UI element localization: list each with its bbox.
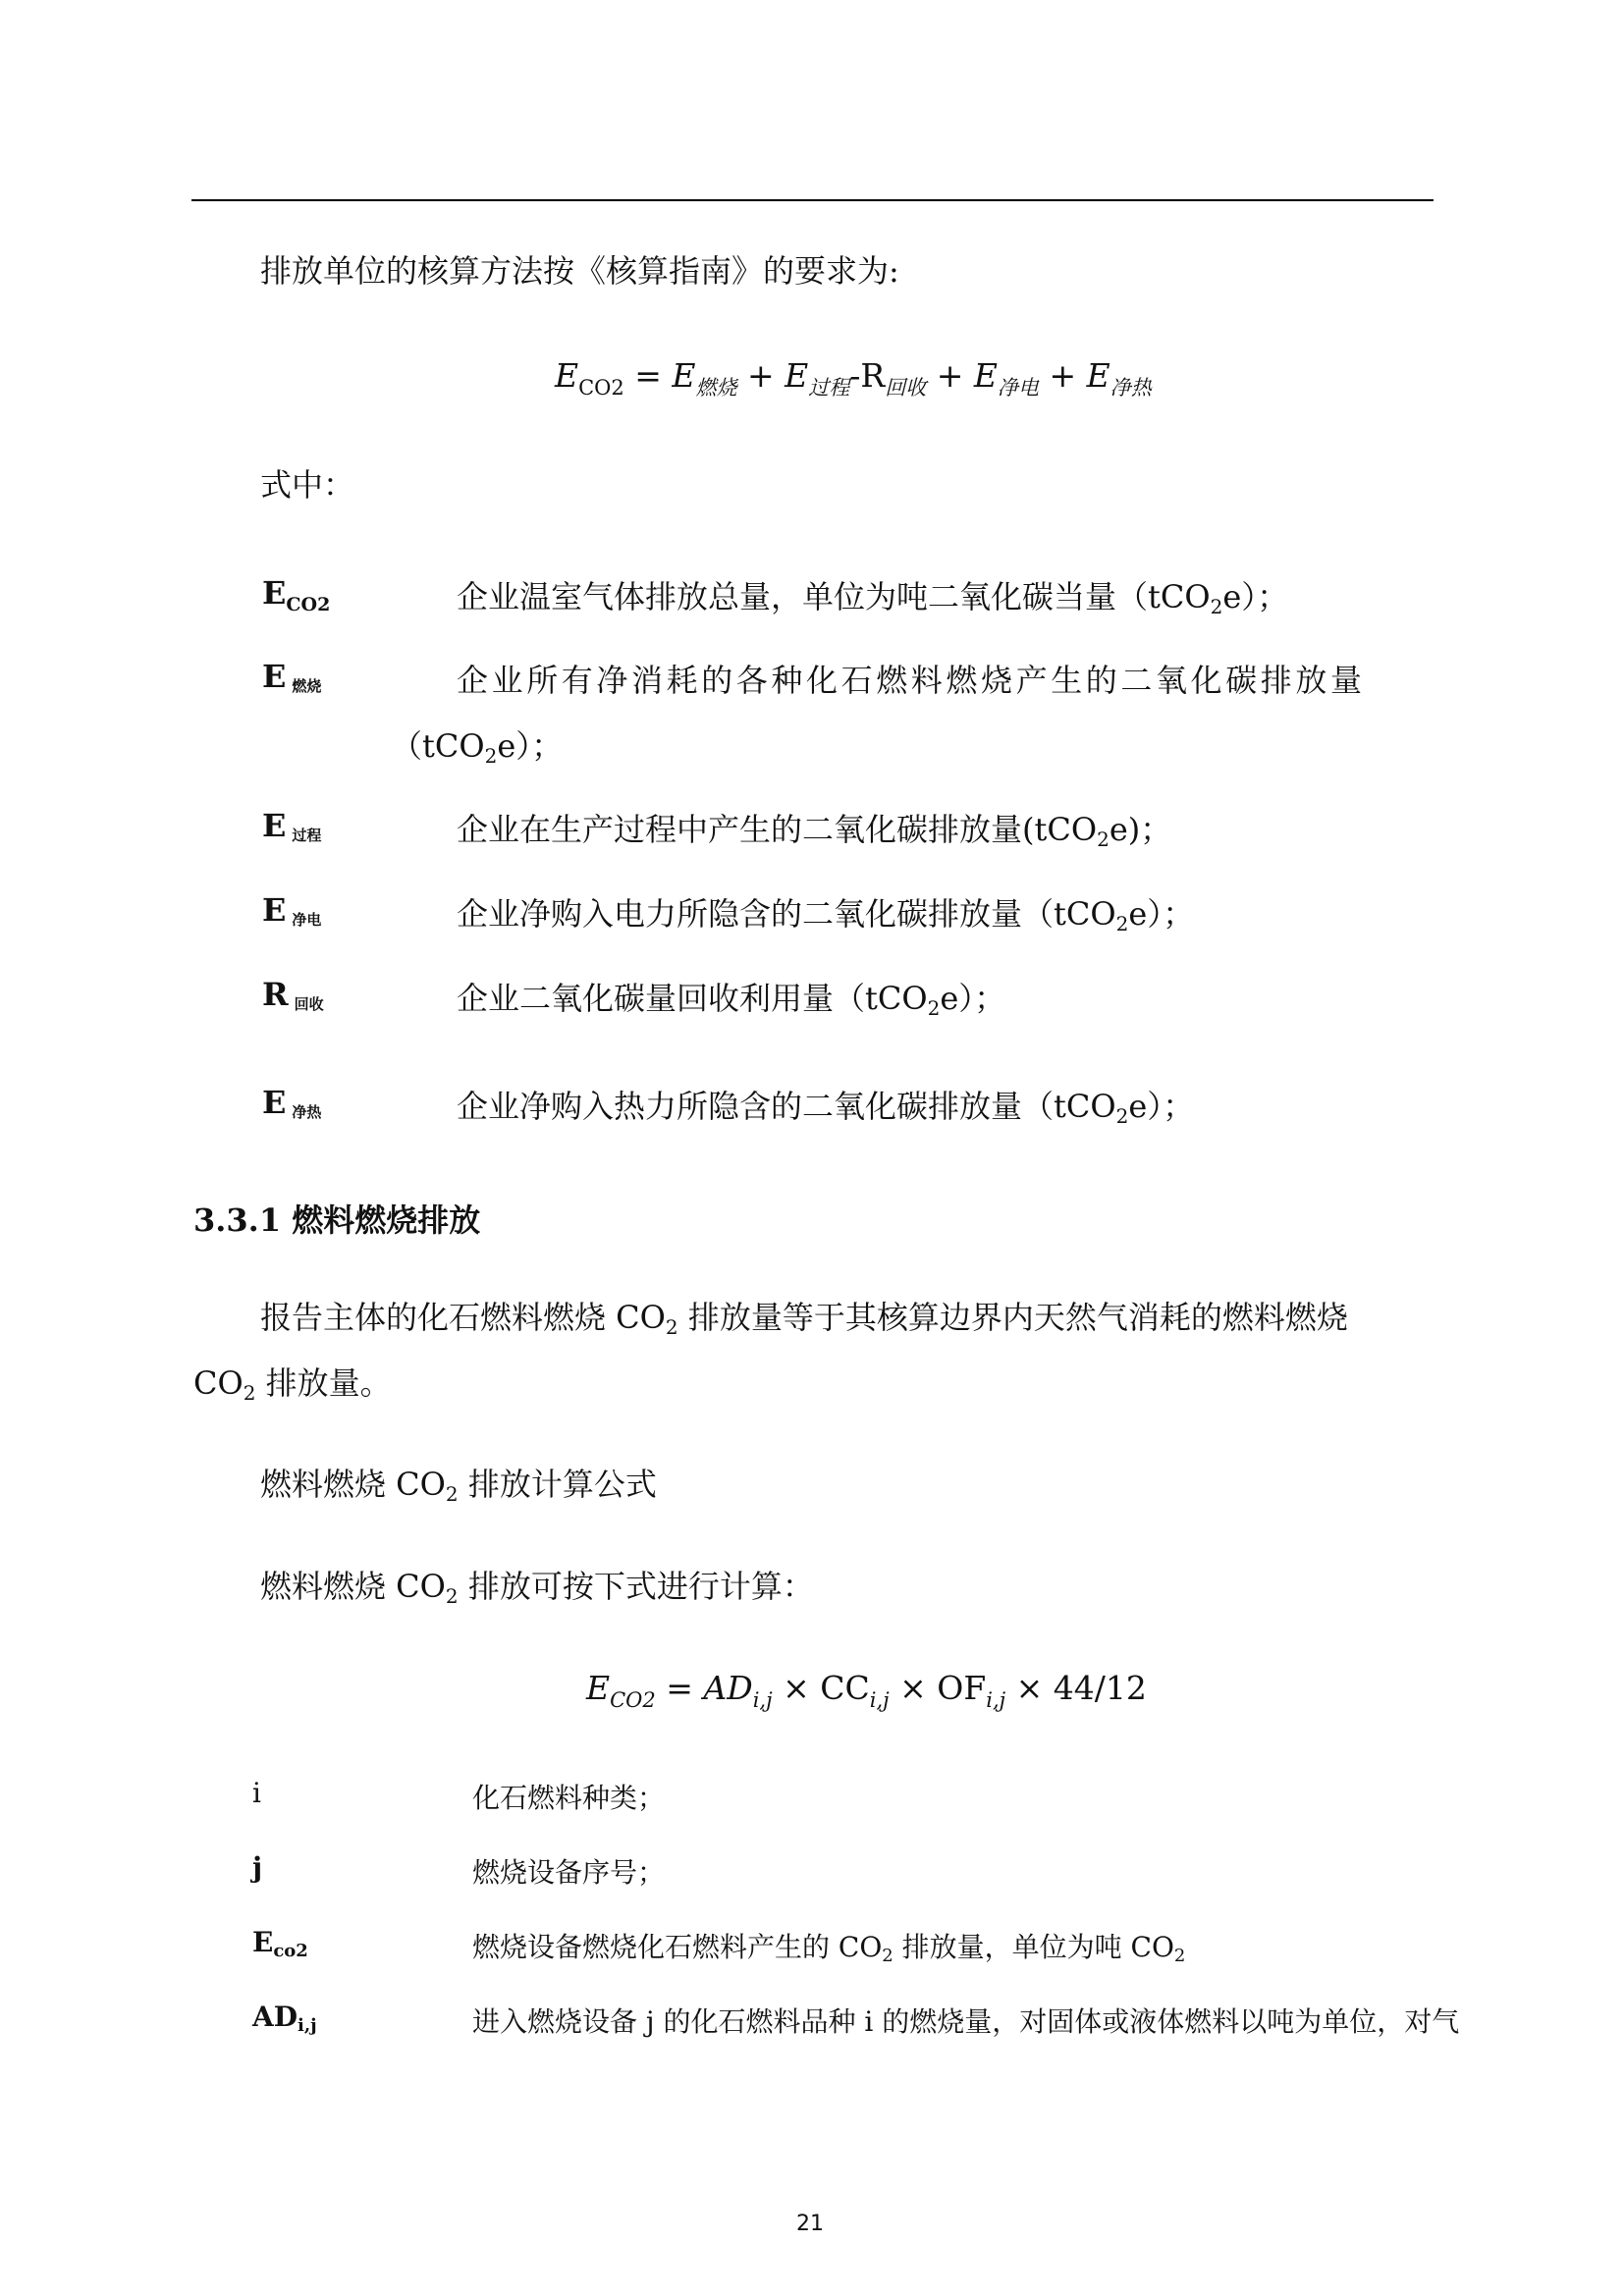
symbol-ad: $AD_{i,j}$	[252, 2001, 317, 2036]
paragraph-line-2: $CO_2$ 排放量。	[193, 1364, 392, 1405]
symbol-i: i	[252, 1777, 261, 1809]
definition-e-net-electricity: 企业净购入电力所隐含的二氧化碳排放量（tCO$_2$e）；	[457, 895, 1195, 935]
section-heading: 3.3.1 燃料燃烧排放	[193, 1201, 481, 1239]
symbol-e-net-electricity: E净电	[262, 891, 322, 929]
symbol-j: j	[252, 1851, 263, 1884]
symbol-e-combustion: E燃烧	[262, 658, 322, 695]
symbol-e-process: E过程	[262, 807, 322, 844]
page-number: 21	[796, 2212, 824, 2236]
definition-i: 化石燃料种类；	[472, 1782, 666, 1814]
combustion-emission-formula: $E_{CO2} = AD_{i,j} \times CC_{i,j} \times OF_{i,j} \times 44/12$	[586, 1669, 1147, 1712]
intro-paragraph: 排放单位的核算方法按《核算指南》的要求为:	[260, 252, 899, 290]
definition-e-process: 企业在生产过程中产生的二氧化碳排放量(tCO$_2$e)；	[457, 811, 1172, 851]
formula-caption: 燃料燃烧 $CO_2$ 排放计算公式	[260, 1466, 657, 1506]
definition-e-combustion-unit: （tCO$_2$e）；	[391, 727, 564, 768]
total-emission-formula: $E_{CO2} = E_{燃烧} + E_{过程}-R_{回收} + E_{净电} + E_{净热}$	[555, 356, 1152, 400]
definition-j: 燃烧设备序号；	[472, 1856, 666, 1889]
definition-e-co2: 企业温室气体排放总量，单位为吨二氧化碳当量（tCO$_2$e）；	[457, 578, 1289, 618]
where-label: 式中：	[260, 466, 355, 504]
definition-e-co2-combustion: 燃烧设备燃烧化石燃料产生的 $CO_2$ 排放量，单位为吨 $CO_2$	[472, 1931, 1186, 1966]
definition-e-combustion: 企业所有净消耗的各种化石燃料燃烧产生的二氧化碳排放量	[457, 662, 1366, 699]
symbol-e-co2-combustion: $E_{co2}$	[252, 1926, 308, 1961]
formula-intro: 燃料燃烧 $CO_2$ 排放可按下式进行计算：	[260, 1568, 814, 1608]
header-rule	[191, 199, 1434, 201]
definition-ad: 进入燃烧设备 j 的化石燃料品种 i 的燃烧量，对固体或液体燃料以吨为单位，对气	[472, 2005, 1460, 2038]
symbol-r-recovery: R回收	[262, 976, 324, 1013]
symbol-e-net-heat: E净热	[262, 1084, 322, 1121]
definition-e-net-heat: 企业净购入热力所隐含的二氧化碳排放量（tCO$_2$e）；	[457, 1088, 1195, 1128]
definition-r-recovery: 企业二氧化碳量回收利用量（tCO$_2$e）；	[457, 980, 1006, 1020]
symbol-e-co2: $E_{CO2}$	[262, 574, 331, 615]
paragraph-line-1: 报告主体的化石燃料燃烧 $CO_2$ 排放量等于其核算边界内天然气消耗的燃料燃烧	[260, 1299, 1348, 1339]
